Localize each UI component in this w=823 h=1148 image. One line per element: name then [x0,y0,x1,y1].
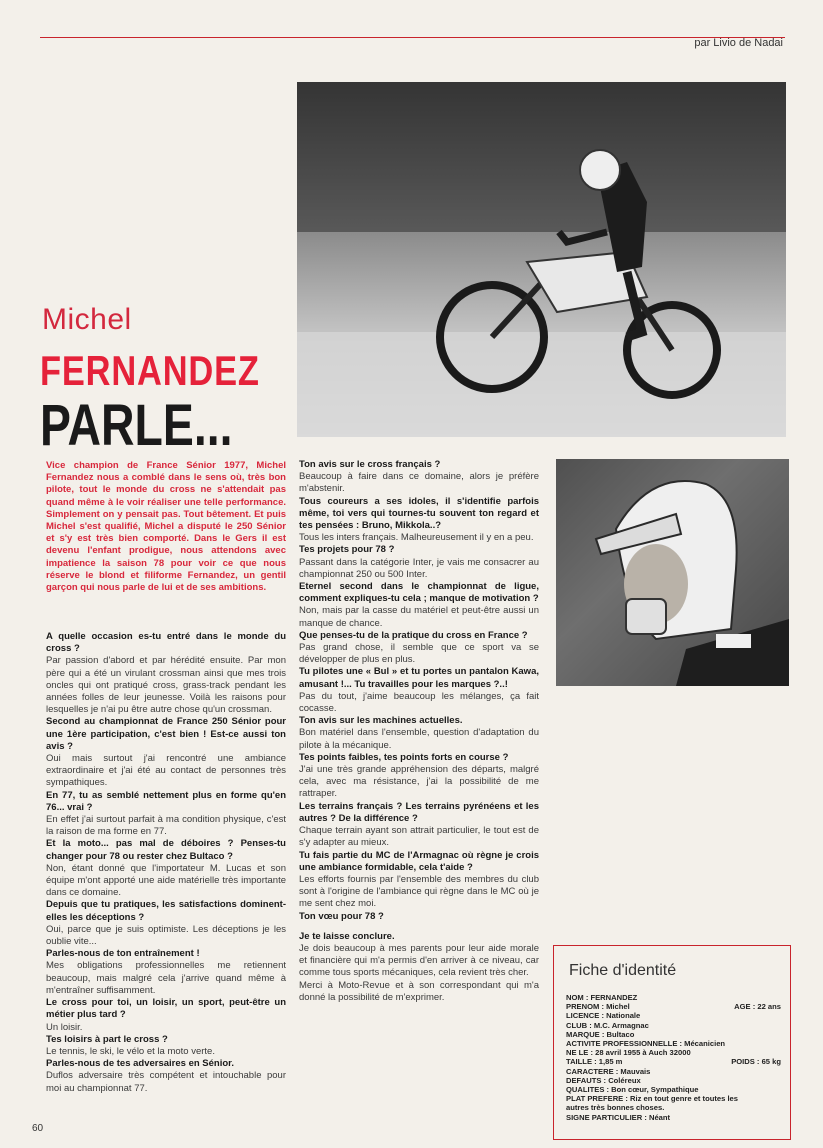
title-last-name: FERNANDEZ [40,347,260,394]
fiche-row [566,1103,781,1112]
answer: Mes obligations professionnelles me retiennent beaucoup, mais malgré cela j'arrive quand même à m'entraîner suffisamment. [46,960,286,996]
fiche-row [566,1002,781,1011]
answer: En effet j'ai surtout parfait à ma condition physique, c'est la raison de ma forme en 77. [46,814,286,838]
rider-on-motorcycle-illustration [297,82,786,437]
answer: Oui mais surtout j'ai rencontré une ambiance extraordinaire et j'ai été au contact de personnes très sympathiques. [46,753,286,789]
question: Ton vœu pour 78 ? [299,910,384,922]
fiche-row [566,1021,781,1030]
fiche-row [566,1048,781,1057]
question: Second au championnat de France 250 Sénior pour une 1ère participation, c'est bien ! Est-ce aussi ton avis ? [46,716,286,752]
answer: Beaucoup à faire dans ce domaine, alors je préfère m'abstenir. [299,471,539,495]
fiche-left: NE LE : 28 avril 1955 à Auch 32000 [566,1048,691,1058]
answer: J'ai une très grande appréhension des départs, malgré cela, avec ma résistance, j'ai la possibilité de me rattraper. [299,764,539,800]
fiche-left: PLAT PREFERE : Riz en tout genre et toutes les [566,1094,739,1104]
question: Tu pilotes une « Bul » et tu portes un pantalon Kawa, amusant !... Tu travailles pour les marques ?..! [299,666,539,690]
answer: Un loisir. [46,1021,83,1033]
question: Que penses-tu de la pratique du cross en France ? [299,629,528,641]
answer: Merci à Moto-Revue et à son correspondant qui m'a donné la possibilité de m'exprimer. [299,979,539,1003]
question: Ton avis sur le cross français ? [299,459,441,470]
fiche-left: SIGNE PARTICULIER : Néant [566,1112,671,1122]
fiche-left: PRENOM : Michel [566,1002,630,1012]
answer: Duflos adversaire très compétent et intouchable pour moi au championnat 77. [46,1070,286,1094]
question: Depuis que tu pratiques, les satisfactions dominent-elles les déceptions ? [46,899,286,923]
answer: Je dois beaucoup à mes parents pour leur aide morale et financière qui m'a permis d'en arriver à ce niveau, car comme tous sports mécaniques, cela revient très cher. [299,942,539,979]
question: Tes points faibles, tes points forts en course ? [299,751,509,763]
fiche-row [566,1076,781,1085]
question: Tes loisirs à part le cross ? [46,1033,168,1045]
answer: Les efforts fournis par l'ensemble des membres du club sont à l'origine de l'ambiance qui règne dans le MC où je me sent chez moi. [299,873,539,910]
identity-card-title: Fiche d'identité [569,962,677,979]
intro-paragraph: Vice champion de France Sénior 1977, Michel Fernandez nous a comblé dans le sens où, très bon pilote, tout le monde du cross ne s'attendait pas quand même à le voir réaliser une telle performance. Simplement on y pensait pas. Tout bêtement. Et puis Michel s'est qualifié, Michel a disputé le 250 Sénior et s'y est très bien comporté. Dans le Gers il est devenu l'enfant prodigue, nous attendons avec impatience la saison 78 pour voir ce que nous réserve le blond et filiforme Fernandez, un gentil garçon qui nous parle de lui et de ses ambitions. [46,460,286,594]
fiche-row [566,1011,781,1020]
fiche-row [566,1085,781,1094]
answer: Non, mais par la casse du matériel et peut-être aussi un manque de chance. [299,605,539,629]
fiche-left: ACTIVITE PROFESSIONNELLE : Mécanicien [566,1039,726,1049]
fiche-row [566,1113,781,1122]
question: Tu fais partie du MC de l'Armagnac où règne je crois une ambiance formidable, cela t'aide ? [299,849,539,873]
title-parle: PARLE... [40,393,233,458]
fiche-row [566,1057,781,1066]
question: Tous coureurs a ses idoles, il s'identifie parfois même, toi vers qui tournes-tu souvent ton regard et tes pensées : Bruno, Mikkola..? [299,495,539,532]
question: En 77, tu as semblé nettement plus en forme qu'en 76... vrai ? [46,789,286,813]
fiche-left: CARACTERE : Mauvais [566,1066,651,1076]
answer: Tous les inters français. Malheureusement il y en a peu. [299,532,534,544]
answer: Par passion d'abord et par hérédité ensuite. Par mon père qui a été un virulant crossman ainsi que mes trois oncles qui ont pratiqué cross, grass-track pendant les années folles de leur jeunesse. Voilà les raisons pour lesquelles je n'ai pu être autre chose qu'un crossman. [46,655,286,716]
answer: Pas grand chose, il semble que ce sport va se développer de plus en plus. [299,642,539,666]
identity-card-rows [566,993,781,1122]
answer: Oui, parce que je suis optimiste. Les déceptions je les oublie vite... [46,923,286,948]
fiche-left: TAILLE : 1,85 m [566,1057,623,1067]
answer: Le tennis, le ski, le vélo et la moto verte. [46,1045,215,1057]
answer: Passant dans la catégorie Inter, je vais me consacrer au championnat 250 ou 500 Inter. [299,556,539,580]
question: Parles-nous de ton entraînement ! [46,948,200,960]
fiche-left: MARQUE : Bultaco [566,1029,635,1039]
fiche-row [566,993,781,1002]
header-rule [40,37,785,38]
page-number: 60 [32,1123,44,1134]
fiche-row [566,1039,781,1048]
answer: Chaque terrain ayant son attrait particulier, le tout est de s'y adapter au mieux. [299,825,539,849]
byline: par Livio de Nadai [694,37,783,49]
fiche-right: POIDS : 65 kg [731,1057,781,1067]
fiche-left: NOM : FERNANDEZ [566,993,638,1002]
question: Et la moto... pas mal de déboires ? Penses-tu changer pour 78 ou rester chez Bultaco ? [46,838,286,862]
fiche-right: AGE : 22 ans [734,1002,781,1012]
fiche-left: LICENCE : Nationale [566,1011,641,1021]
interview-column-1 [46,631,286,1095]
answer: Pas du tout, j'aime beaucoup les mélanges, ça fait cocasse. [299,690,539,715]
fiche-left: CLUB : M.C. Armagnac [566,1020,649,1030]
question: A quelle occasion es-tu entré dans le monde du cross ? [46,631,286,655]
question: Je te laisse conclure. [299,930,395,942]
identity-card [553,945,791,1140]
answer: Non, étant donné que l'importateur M. Lucas et son équipe m'ont apporté une aide matérielle très importante dans ce domaine. [46,862,286,899]
rider-helmet-illustration [556,459,789,686]
fiche-row [566,1030,781,1039]
question: Les terrains français ? Les terrains pyrénéens et les autres ? De la différence ? [299,800,539,824]
question: Eternel second dans le championnat de ligue, comment expliques-tu cela ; manque de motivation ? [299,581,539,605]
answer: Bon matériel dans l'ensemble, question d'adaptation du pilote à la mécanique. [299,727,539,751]
question: Le cross pour toi, un loisir, un sport, peut-être un métier plus tard ? [46,997,286,1021]
motocross-action-photo [297,82,786,437]
helmet-portrait-photo [556,459,789,686]
question: Tes projets pour 78 ? [299,544,395,556]
fiche-left: autres très bonnes choses. [566,1103,665,1113]
fiche-left: DEFAUTS : Coléreux [566,1075,641,1085]
title-first-name: Michel [42,303,132,336]
interview-column-2 [299,459,539,1004]
question: Ton avis sur les machines actuelles. [299,715,463,727]
fiche-left: QUALITES : Bon cœur, Sympathique [566,1085,699,1095]
fiche-row [566,1094,781,1103]
question: Parles-nous de tes adversaires en Sénior. [46,1058,234,1070]
fiche-row [566,1067,781,1076]
